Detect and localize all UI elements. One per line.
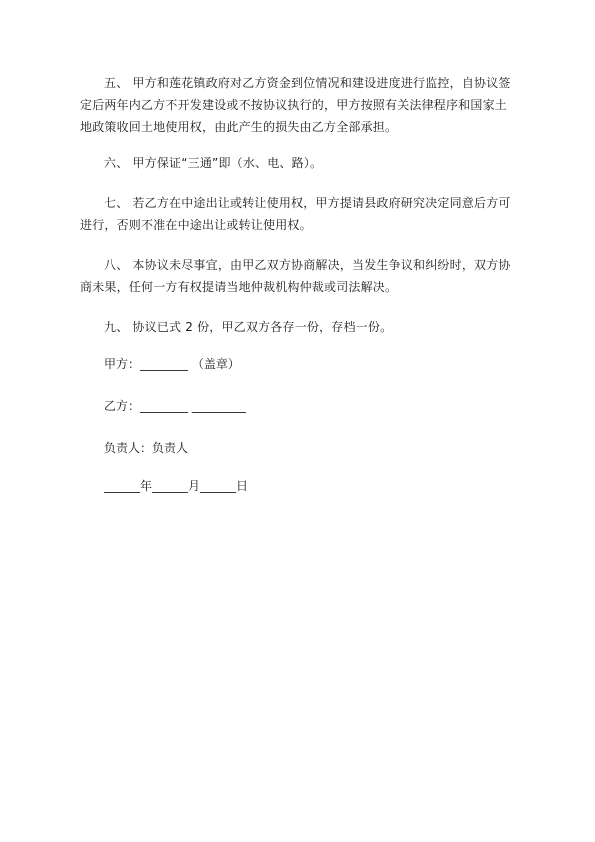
clause-six: 六、 甲方保证“三通”即（水、电、路）。 bbox=[104, 156, 323, 170]
clause-nine: 九、 协议已式 2 份，甲乙双方各存一份，存档一份。 bbox=[104, 320, 393, 334]
signing-date: ______年______月______日 bbox=[104, 479, 249, 493]
party-b-signature: 乙方：________ _________ bbox=[104, 399, 246, 413]
party-a-signature: 甲方：________ （盖章） bbox=[104, 357, 240, 371]
clause-eight: 八、 本协议未尽事宜，由甲乙双方协商解决，当发生争议和纠纷时，双方协商未果，任何一方有权提请当地仲裁机构仲裁或司法解决。 bbox=[80, 258, 511, 294]
clause-five: 五、 甲方和莲花镇政府对乙方资金到位情况和建设进度进行监控，自协议签定后两年内乙方不开发建设或不按协议执行的，甲方按照有关法律程序和国家土地政策收回土地使用权，由此产生的损失由乙方全部承担。 bbox=[80, 76, 511, 134]
clause-seven: 七、 若乙方在中途出让或转让使用权，甲方提请县政府研究决定同意后方可进行，否则不准在中途出让或转让使用权。 bbox=[80, 196, 511, 232]
responsible-person: 负责人：负责人 bbox=[104, 441, 189, 455]
